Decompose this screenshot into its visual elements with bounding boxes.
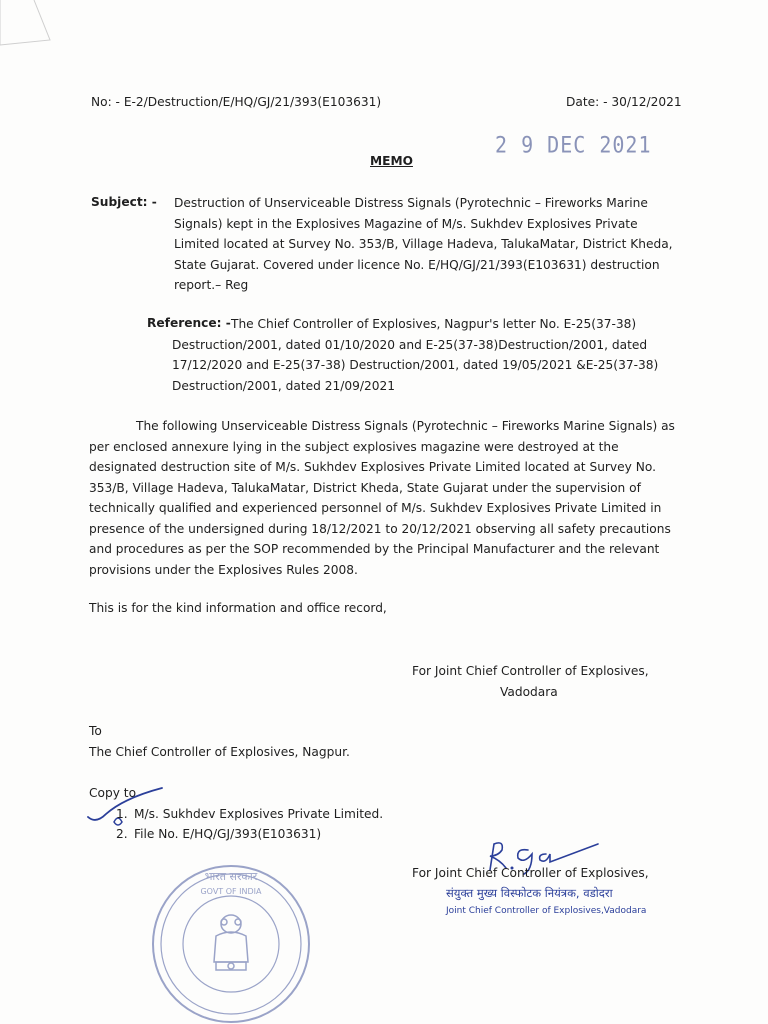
subject-label: Subject: - xyxy=(91,195,157,209)
body-line: 353/B, Village Hadeva, TalukaMatar, District Kheda, State Gujarat under the supervision of xyxy=(89,480,641,495)
body-line: technically qualified and experienced personnel of M/s. Sukhdev Explosives Private Limited in xyxy=(89,501,662,515)
page-title: MEMO xyxy=(370,154,413,168)
reference-line: Destruction/2001, dated 01/10/2020 and E-25(37-38)Destruction/2001, dated xyxy=(172,337,648,352)
body-line: provisions under the Explosives Rules 2008. xyxy=(89,562,358,577)
body-line: and procedures as per the SOP recommended by the Principal Manufacturer and the relevant xyxy=(89,542,660,556)
copy-to-item-number: 2. xyxy=(116,827,128,841)
signoff-location: Vadodara xyxy=(500,685,558,699)
signoff-designation: For Joint Chief Controller of Explosives, xyxy=(412,664,649,678)
signoff-designation: For Joint Chief Controller of Explosives, xyxy=(412,866,649,880)
reference-label: Reference: - xyxy=(147,316,231,330)
copy-to-label: Copy to xyxy=(89,786,137,800)
received-date-stamp: 2 9 DEC 2021 xyxy=(495,131,652,159)
seal-outer-text: भारत सरकार xyxy=(204,870,258,883)
body-line: designated destruction site of M/s. Sukhdev Explosives Private Limited located at Survey No. xyxy=(89,460,656,474)
official-seal xyxy=(146,858,316,1024)
body-line: presence of the undersigned during 18/12/2021 to 20/12/2021 observing all safety precautions xyxy=(89,521,671,536)
body-line: The following Unserviceable Distress Signals (Pyrotechnic – Fireworks Marine Signals) as xyxy=(136,419,675,433)
closing-line: This is for the kind information and office record, xyxy=(89,601,387,615)
copy-to-item: File No. E/HQ/GJ/393(E103631) xyxy=(134,827,322,841)
reference-line: 17/12/2020 and E-25(37-38) Destruction/2001, dated 19/05/2021 &E-25(37-38) xyxy=(172,358,659,372)
body-paragraph xyxy=(89,416,689,580)
english-designation-stamp: Joint Chief Controller of Explosives,Vadodara xyxy=(446,906,647,916)
subject-line: Destruction of Unserviceable Distress Signals (Pyrotechnic – Fireworks Marine xyxy=(174,196,648,210)
subject-line: Signals) kept in the Explosives Magazine of M/s. Sukhdev Explosives Private xyxy=(174,216,638,231)
seal-inner-text: GOVT OF INDIA xyxy=(200,887,262,896)
emblem-icon xyxy=(214,915,248,970)
copy-to-item: M/s. Sukhdev Explosives Private Limited. xyxy=(134,807,384,821)
subject-text xyxy=(174,193,690,296)
copy-to-item-number: 1. xyxy=(116,807,128,821)
reference-text xyxy=(172,314,692,396)
page-fold-mark xyxy=(0,0,60,50)
reference-line: The Chief Controller of Explosives, Nagpur's letter No. E-25(37-38) xyxy=(231,317,637,331)
subject-line: State Gujarat. Covered under licence No. E/HQ/GJ/21/393(E103631) destruction xyxy=(174,257,660,272)
addressee-to: To xyxy=(89,724,102,738)
subject-line: Limited located at Survey No. 353/B, Village Hadeva, TalukaMatar, District Kheda, xyxy=(174,237,673,251)
memo-date: Date: - 30/12/2021 xyxy=(566,95,682,109)
hindi-designation-stamp: संयुक्त मुख्य विस्फोटक नियंत्रक, वडोदरा xyxy=(446,886,613,900)
addressee-name: The Chief Controller of Explosives, Nagpur. xyxy=(89,745,350,759)
body-line: per enclosed annexure lying in the subject explosives magazine were destroyed at the xyxy=(89,439,619,454)
subject-line: report.– Reg xyxy=(174,278,249,292)
reference-number: No: - E-2/Destruction/E/HQ/GJ/21/393(E103631) xyxy=(91,95,382,109)
reference-line: Destruction/2001, dated 21/09/2021 xyxy=(172,378,395,393)
